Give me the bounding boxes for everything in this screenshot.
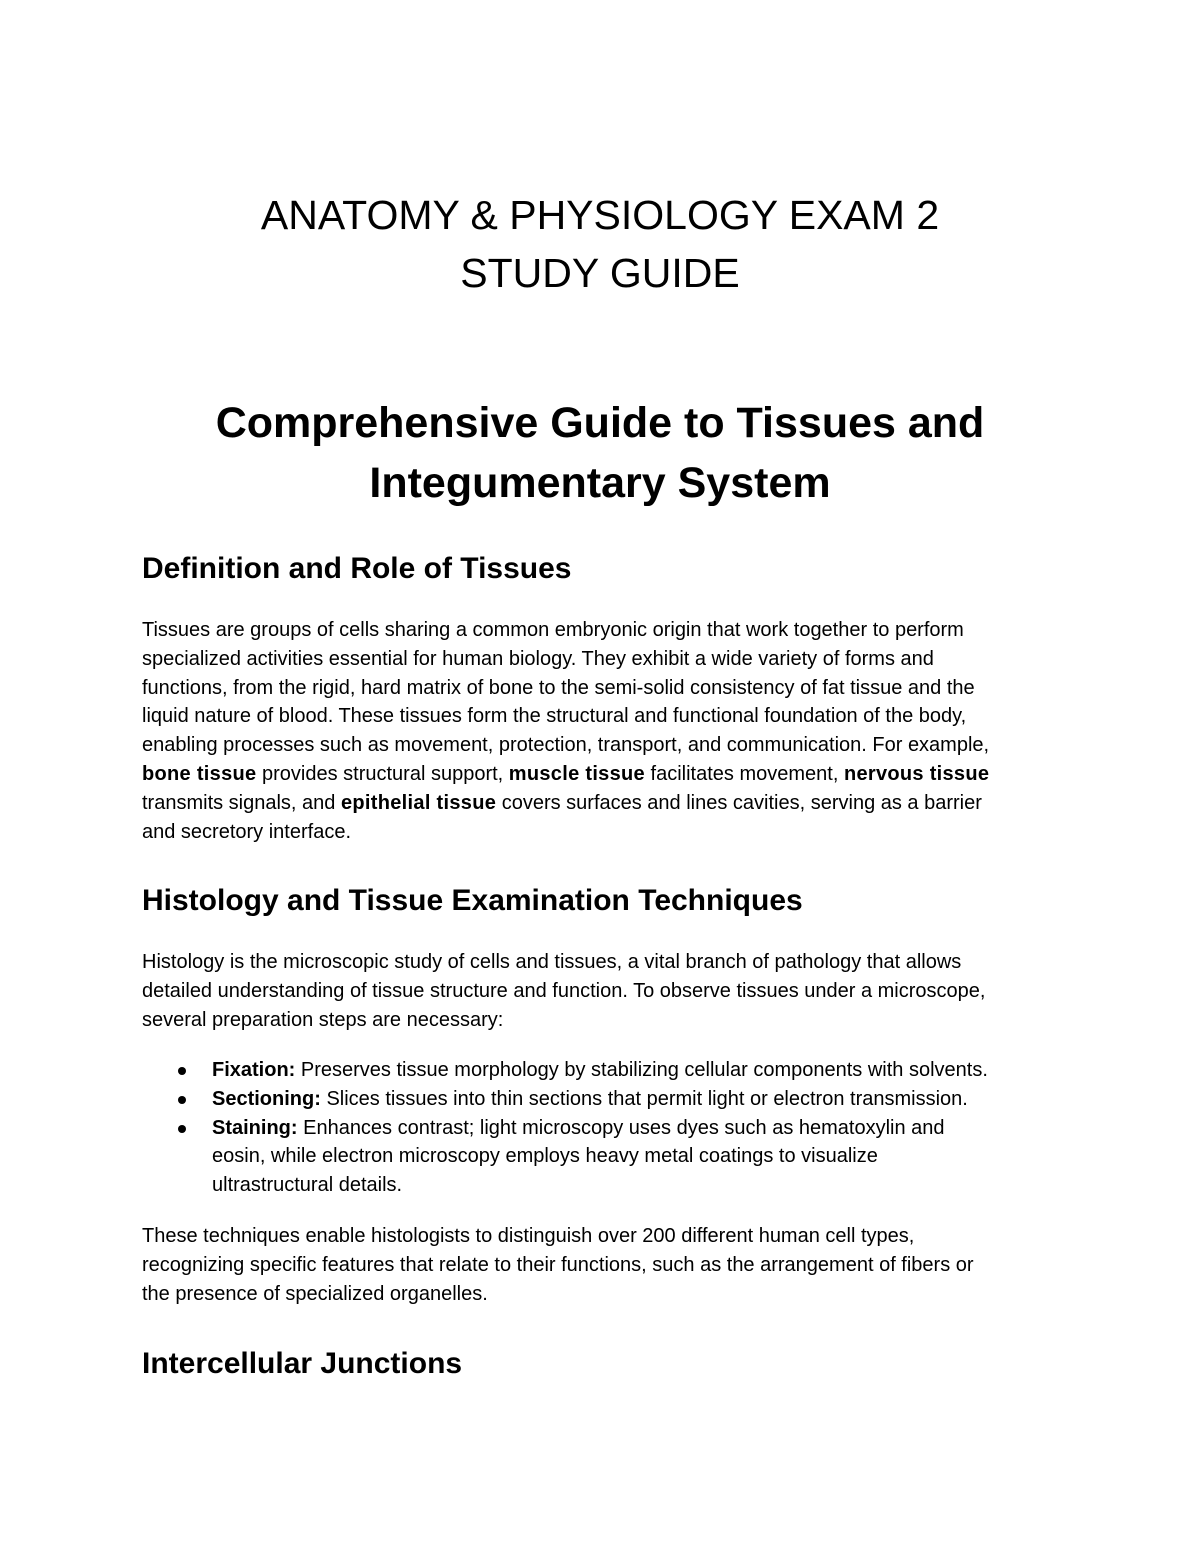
list-item-text: Slices tissues into thin sections that permit light or electron transmission. (320, 1087, 968, 1110)
paragraph-line: liquid nature of blood. These tissues form the structural and functional foundation of the body, (142, 705, 967, 728)
list-item-fixation (142, 1056, 1082, 1085)
section-heading-tissues: Definition and Role of Tissues (142, 552, 572, 585)
list-item-text: Preserves tissue morphology by stabilizing cellular components with solvents. (295, 1059, 988, 1081)
preparation-steps-list (142, 1056, 1082, 1200)
bullet-icon (178, 1067, 186, 1075)
paragraph-line: specialized activities essential for human biology. They exhibit a wide variety of forms and (142, 647, 934, 670)
bullet-icon (178, 1125, 186, 1133)
paragraph-line: recognizing specific features that relate to their functions, such as the arrangement of fibers or (142, 1253, 974, 1276)
term-nervous-tissue: nervous tissue (843, 762, 990, 785)
paragraph-text: provides structural support, (256, 762, 509, 785)
list-item-term: Fixation: (212, 1059, 296, 1081)
document-title-line-1: ANATOMY & PHYSIOLOGY EXAM 2 (260, 192, 940, 238)
tissues-paragraph (142, 616, 1062, 846)
list-item-sectioning (142, 1085, 1082, 1114)
section-heading-junctions: Intercellular Junctions (142, 1347, 463, 1380)
term-muscle-tissue: muscle tissue (508, 762, 645, 785)
document-title-line-2: STUDY GUIDE (460, 250, 740, 296)
list-item-term: Sectioning: (212, 1087, 321, 1110)
document-subtitle-line-2: Integumentary System (369, 459, 831, 507)
bullet-icon (178, 1096, 186, 1104)
paragraph-line: functions, from the rigid, hard matrix of bone to the semi-solid consistency of fat tissue and the (142, 676, 975, 699)
paragraph-text: facilitates movement, (644, 762, 844, 785)
paragraph-line: enabling processes such as movement, protection, transport, and communication. For example, (142, 734, 990, 757)
list-item-text: eosin, while electron microscopy employs heavy metal coatings to visualize (212, 1145, 878, 1168)
list-item-term: Staining: (212, 1116, 298, 1139)
paragraph-line (142, 789, 1062, 818)
section-heading-histology: Histology and Tissue Examination Techniques (142, 884, 803, 917)
histology-paragraph (142, 948, 1062, 1034)
paragraph-text: covers surfaces and lines cavities, serving as a barrier (496, 791, 982, 814)
paragraph-line: Tissues are groups of cells sharing a common embryonic origin that work together to perform (142, 619, 964, 641)
paragraph-line: the presence of specialized organelles. (142, 1282, 488, 1305)
list-item-text: Enhances contrast; light microscopy uses dyes such as hematoxylin and (297, 1116, 945, 1139)
paragraph-text: transmits signals, and (142, 791, 341, 814)
term-epithelial-tissue: epithelial tissue (340, 791, 497, 814)
list-item-staining (142, 1114, 1082, 1200)
histology-summary-paragraph (142, 1222, 1062, 1308)
document-subtitle-line-1: Comprehensive Guide to Tissues and (215, 399, 985, 447)
paragraph-line: These techniques enable histologists to distinguish over 200 different human cell types, (142, 1225, 915, 1247)
paragraph-line: Histology is the microscopic study of cells and tissues, a vital branch of pathology that allows (142, 951, 962, 973)
paragraph-line: detailed understanding of tissue structure and function. To observe tissues under a microscope, (142, 979, 986, 1002)
list-item-text: ultrastructural details. (212, 1174, 403, 1197)
term-bone-tissue: bone tissue (142, 762, 257, 785)
paragraph-line: several preparation steps are necessary: (142, 1008, 504, 1031)
paragraph-line: and secretory interface. (142, 820, 351, 843)
paragraph-line (142, 760, 1062, 789)
